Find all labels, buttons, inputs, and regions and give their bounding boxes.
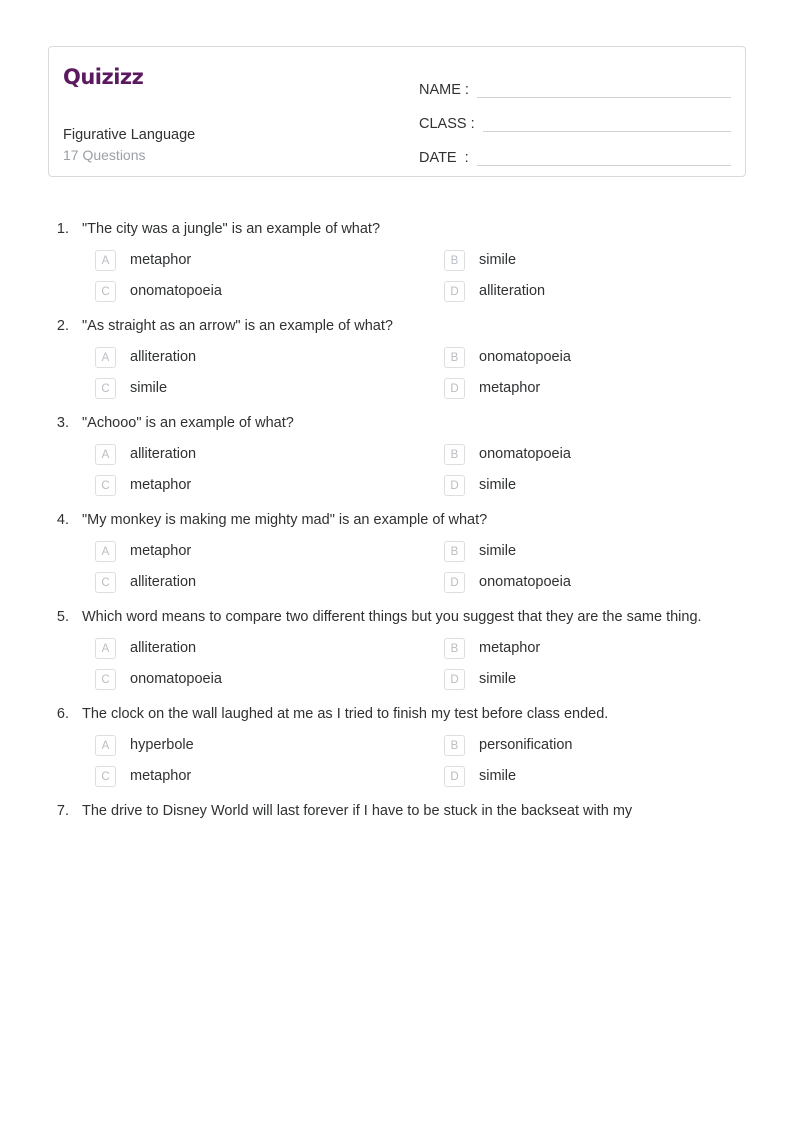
question-number: 5. <box>56 609 69 625</box>
answer-options <box>95 443 746 497</box>
option-text: simile <box>130 380 168 396</box>
option-text: metaphor <box>130 543 192 559</box>
question-text: "The city was a jungle" is an example of what? <box>82 221 381 237</box>
answer-options <box>95 637 746 691</box>
questions-list <box>48 219 746 821</box>
question-heading <box>48 316 746 336</box>
option-letter: D <box>444 669 465 690</box>
option-text: alliteration <box>479 283 546 299</box>
question-count-label: 17 Questions <box>63 147 146 163</box>
question-block <box>48 316 746 400</box>
option-c[interactable] <box>95 474 444 497</box>
option-text: hyperbole <box>130 737 194 753</box>
option-a[interactable] <box>95 637 444 660</box>
option-text: onomatopoeia <box>479 446 571 462</box>
option-b[interactable] <box>444 734 746 757</box>
option-text: simile <box>479 543 517 559</box>
option-a[interactable] <box>95 443 444 466</box>
option-text: metaphor <box>130 252 192 268</box>
option-text: alliteration <box>130 349 197 365</box>
question-text: "As straight as an arrow" is an example of what? <box>82 318 393 334</box>
option-letter: A <box>95 541 116 562</box>
option-text: simile <box>479 477 517 493</box>
option-c[interactable] <box>95 571 444 594</box>
option-letter: C <box>95 475 116 496</box>
question-number: 2. <box>56 318 69 334</box>
option-text: onomatopoeia <box>479 349 571 365</box>
option-letter: C <box>95 572 116 593</box>
option-letter: A <box>95 250 116 271</box>
class-field-label: CLASS : <box>419 116 475 132</box>
option-d[interactable] <box>444 280 746 303</box>
question-heading <box>48 219 746 239</box>
question-block <box>48 607 746 691</box>
option-letter: A <box>95 638 116 659</box>
option-letter: B <box>444 444 465 465</box>
student-info-fields <box>401 47 745 176</box>
option-b[interactable] <box>444 443 746 466</box>
question-text: "My monkey is making me mighty mad" is an example of what? <box>82 512 488 528</box>
option-text: metaphor <box>479 380 541 396</box>
header-left <box>49 47 401 176</box>
name-input[interactable] <box>477 96 731 98</box>
name-field-label: NAME : <box>419 82 469 98</box>
option-text: onomatopoeia <box>130 283 222 299</box>
option-letter: D <box>444 572 465 593</box>
date-field-label: DATE : <box>419 150 469 166</box>
option-letter: A <box>95 444 116 465</box>
option-text: alliteration <box>130 446 197 462</box>
question-text: The drive to Disney World will last forever if I have to be stuck in the backseat with my <box>82 803 633 819</box>
quizizz-logo-text: Quizizz <box>63 65 144 89</box>
option-letter: B <box>444 250 465 271</box>
option-text: onomatopoeia <box>130 671 222 687</box>
option-c[interactable] <box>95 280 444 303</box>
answer-options <box>95 540 746 594</box>
option-text: alliteration <box>130 574 197 590</box>
option-b[interactable] <box>444 540 746 563</box>
answer-options <box>95 346 746 400</box>
option-d[interactable] <box>444 474 746 497</box>
answer-options <box>95 249 746 303</box>
option-text: simile <box>479 768 517 784</box>
question-number: 4. <box>56 512 69 528</box>
question-heading <box>48 510 746 530</box>
option-a[interactable] <box>95 346 444 369</box>
option-letter: A <box>95 347 116 368</box>
option-a[interactable] <box>95 540 444 563</box>
question-number: 6. <box>56 706 69 722</box>
option-letter: A <box>95 735 116 756</box>
option-text: simile <box>479 252 517 268</box>
option-letter: B <box>444 541 465 562</box>
name-field-row <box>419 67 731 101</box>
option-letter: D <box>444 281 465 302</box>
question-block <box>48 510 746 594</box>
page-title: Figurative Language <box>63 127 196 143</box>
option-d[interactable] <box>444 377 746 400</box>
option-c[interactable] <box>95 765 444 788</box>
option-text: metaphor <box>130 477 192 493</box>
question-text: The clock on the wall laughed at me as I tried to finish my test before class ended. <box>82 706 609 722</box>
class-field-row <box>419 101 731 135</box>
option-letter: C <box>95 378 116 399</box>
option-b[interactable] <box>444 637 746 660</box>
option-text: metaphor <box>130 768 192 784</box>
question-block <box>48 219 746 303</box>
question-heading <box>48 704 746 724</box>
question-text: Which word means to compare two different things but you suggest that they are the same thing. <box>82 609 702 625</box>
option-letter: B <box>444 347 465 368</box>
question-text: "Achooo" is an example of what? <box>82 415 294 431</box>
option-d[interactable] <box>444 571 746 594</box>
option-text: personification <box>479 737 573 753</box>
date-field-row <box>419 135 731 169</box>
option-b[interactable] <box>444 346 746 369</box>
option-d[interactable] <box>444 765 746 788</box>
option-letter: B <box>444 638 465 659</box>
date-input[interactable] <box>477 164 731 166</box>
option-text: simile <box>479 671 517 687</box>
question-heading <box>48 413 746 433</box>
option-a[interactable] <box>95 249 444 272</box>
option-letter: D <box>444 475 465 496</box>
question-number: 3. <box>56 415 69 431</box>
option-letter: C <box>95 766 116 787</box>
question-number: 1. <box>56 221 69 237</box>
class-input[interactable] <box>483 130 731 132</box>
quizizz-logo <box>63 65 401 89</box>
option-d[interactable] <box>444 668 746 691</box>
option-c[interactable] <box>95 668 444 691</box>
option-c[interactable] <box>95 377 444 400</box>
worksheet-header-card <box>48 46 746 177</box>
option-letter: C <box>95 669 116 690</box>
question-number: 7. <box>56 803 69 819</box>
question-block <box>48 704 746 788</box>
option-letter: D <box>444 378 465 399</box>
option-text: onomatopoeia <box>479 574 571 590</box>
question-heading <box>48 607 746 627</box>
option-letter: B <box>444 735 465 756</box>
option-text: metaphor <box>479 640 541 656</box>
option-b[interactable] <box>444 249 746 272</box>
option-letter: C <box>95 281 116 302</box>
question-block <box>48 801 746 821</box>
option-letter: D <box>444 766 465 787</box>
answer-options <box>95 734 746 788</box>
option-a[interactable] <box>95 734 444 757</box>
question-block <box>48 413 746 497</box>
option-text: alliteration <box>130 640 197 656</box>
question-heading <box>48 801 746 821</box>
